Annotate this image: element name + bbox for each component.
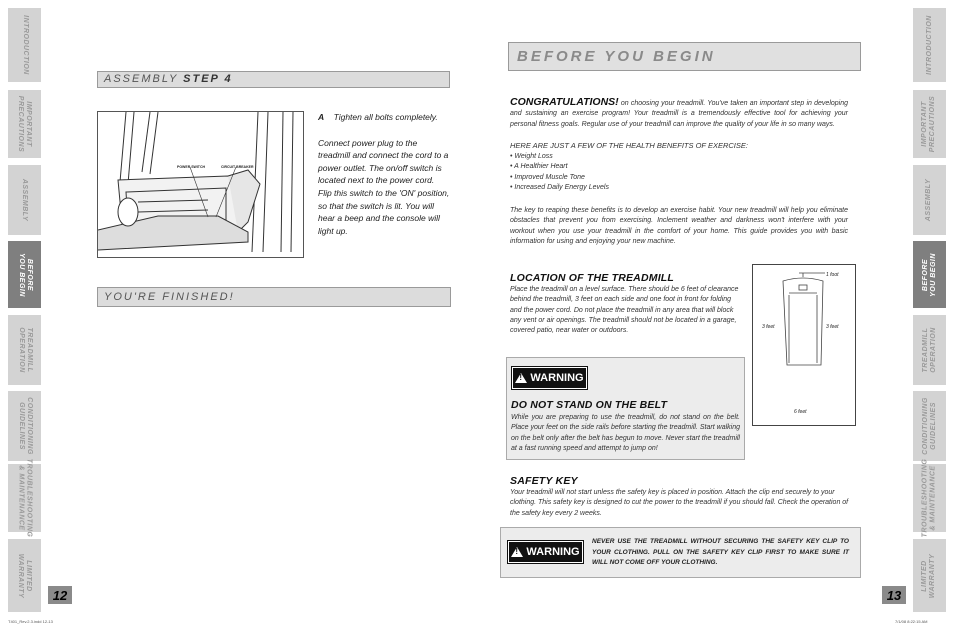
step-letter-a: A — [318, 112, 325, 122]
belt-warning-box — [506, 357, 745, 460]
list-item: • A Healthier Heart — [510, 163, 568, 171]
belt-warning-heading: DO NOT STAND ON THE BELT — [511, 399, 668, 411]
diagram-back-label: 6 feet — [794, 409, 807, 415]
list-item: • Increased Daily Energy Levels — [510, 183, 609, 191]
warning-badge: ! WARNING — [512, 367, 587, 389]
tab-assembly[interactable]: ASSEMBLY — [8, 165, 41, 235]
tab-conditioning-guidelines[interactable]: CONDITIONING GUIDELINES — [913, 391, 946, 461]
key-paragraph: The key to reaping these benefits is to develop an exercise habit. Your new treadmill will help you eliminate obstacles that prevent you from exercising. Inclement weather and darkness won't interfere with your workout when you use your treadmill in the comfort of your home. This guide provides you with basic information for using and enjoying your new machine. — [510, 207, 848, 245]
congratulations-paragraph: CONGRATULATIONS! on choosing your treadmill. You've taken an important step in developing and sustaining an exercise program! Your treadmill is a tremendously effective tool for achieving your personal fitness goals. Regular use of your treadmill can improve the quality of your life in so many ways. — [510, 96, 848, 128]
diagram-right-label: 3 feet — [826, 324, 839, 330]
tab-introduction[interactable]: INTRODUCTION — [8, 8, 41, 82]
warning-badge: ! WARNING — [508, 541, 583, 563]
assembly-figure — [97, 111, 304, 258]
tab-limited-warranty[interactable]: LIMITED WARRANTY — [913, 539, 946, 612]
figure-label-power-switch: POWER SWITCH — [177, 165, 205, 169]
safety-key-paragraph: Your treadmill will not start unless the safety key is placed in position. Attach the clip end securely to your clothing. This safety key is designed to cut the power to the treadmill if you should fall. Check the operation of the safety key every 2 weeks. — [510, 489, 849, 517]
tab-assembly[interactable]: ASSEMBLY — [913, 165, 946, 235]
benefits-heading: HERE ARE JUST A FEW OF THE HEALTH BENEFITS OF EXERCISE: — [510, 141, 748, 150]
assembly-text-connect: Connect power plug to the treadmill and connect the cord to a power outlet. The on/off switch is located next to the power cord. Flip this switch to the 'ON' position, so that the switch is lit. You will hear a beep and the console will light up. — [318, 137, 450, 236]
page-number-left: 12 — [48, 586, 72, 604]
finished-banner: YOU'RE FINISHED! — [97, 287, 451, 307]
location-heading: LOCATION OF THE TREADMILL — [510, 272, 675, 284]
location-paragraph: Place the treadmill on a level surface. There should be 6 feet of clearance behind the treadmill, 3 feet on each side and one foot in front for folding and the power cord. Do not place the treadmill in any area that will block any vent or air openings. The treadmill should not be located in a garage, covered patio, near water or outdoors. — [510, 286, 739, 335]
tab-treadmill-operation[interactable]: TREADMILL OPERATION — [8, 315, 41, 385]
footer-left: T401_Rev.2.3.indd 12-13 — [8, 619, 53, 624]
warning-triangle-icon — [515, 373, 527, 383]
congratulations-heading: CONGRATULATIONS! — [510, 96, 619, 108]
safety-warning-box — [500, 527, 861, 578]
tab-important-precautions[interactable]: IMPORTANT PRECAUTIONS — [913, 90, 946, 158]
footer-right: 7/1/08 8:22:15 AM — [895, 619, 928, 624]
safety-warning-text: NEVER USE THE TREADMILL WITHOUT SECURING THE SAFETY KEY CLIP TO YOUR CLOTHING. PULL ON THE SAFETY KEY CLIP FIRST TO MAKE SURE IT WILL NOT COME OFF YOUR CLOTHING. — [592, 538, 849, 566]
list-item: • Weight Loss — [510, 153, 553, 160]
page-number-right: 13 — [882, 586, 906, 604]
diagram-left-label: 3 feet — [762, 324, 775, 330]
treadmill-base-illustration — [98, 112, 303, 257]
figure-label-circuit-breaker: CIRCUIT BREAKER — [221, 165, 254, 169]
clearance-diagram — [752, 264, 856, 426]
belt-warning-text: While you are preparing to use the treadmill, do not stand on the belt. Place your feet on the side rails before starting the treadmill. Start walking on the belt only after the belt has begun to move. Never start the treadmill at a fast running speed and attempt to jump on! — [511, 414, 740, 452]
safety-key-heading: SAFETY KEY — [510, 475, 578, 487]
tab-troubleshooting[interactable]: TROUBLESHOOTING & MAINTENANCE — [8, 464, 41, 532]
benefits-list — [510, 152, 710, 193]
warning-triangle-icon — [511, 547, 523, 557]
tab-important-precautions[interactable]: IMPORTANT PRECAUTIONS — [8, 90, 41, 158]
tab-before-you-begin[interactable]: BEFORE YOU BEGIN — [8, 241, 41, 308]
tab-conditioning-guidelines[interactable]: CONDITIONING GUIDELINES — [8, 391, 41, 461]
tab-treadmill-operation[interactable]: TREADMILL OPERATION — [913, 315, 946, 385]
tab-troubleshooting[interactable]: TROUBLESHOOTING & MAINTENANCE — [913, 464, 946, 532]
page-title: BEFORE YOU BEGIN — [508, 42, 861, 71]
tab-before-you-begin[interactable]: BEFORE YOU BEGIN — [913, 241, 946, 308]
diagram-front-label: 1 foot — [826, 272, 839, 278]
list-item: • Improved Muscle Tone — [510, 173, 585, 181]
assembly-step-number: STEP 4 — [183, 73, 233, 85]
tab-limited-warranty[interactable]: LIMITED WARRANTY — [8, 539, 41, 612]
assembly-step-header: ASSEMBLY STEP 4 — [97, 71, 450, 88]
assembly-instructions: A Tighten all bolts completely. Connect power plug to the treadmill and connect the cord to a power outlet. The on/off switch is located next to the power cord. Flip this switch to the 'ON' position, so that the switch is lit. You will hear a beep and the console will light up. — [318, 112, 450, 236]
tab-introduction[interactable]: INTRODUCTION — [913, 8, 946, 82]
